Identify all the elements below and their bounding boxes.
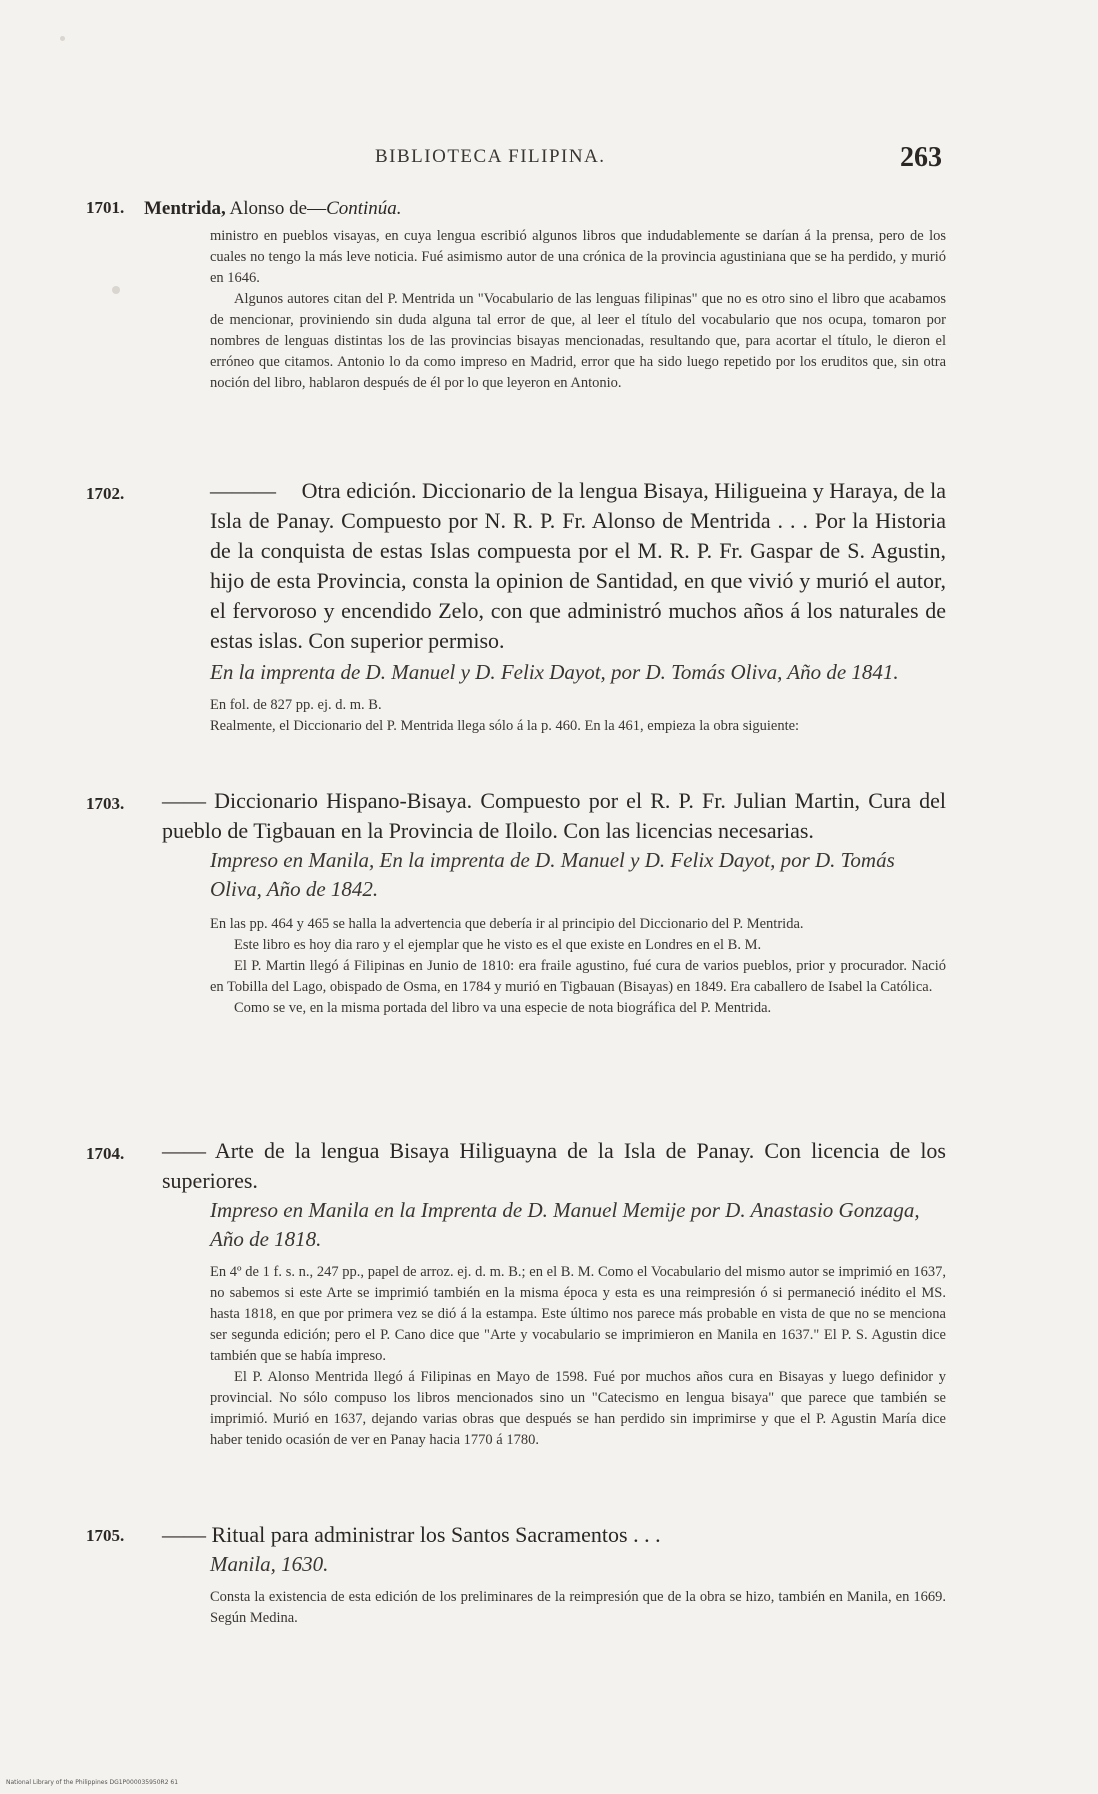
paper-blemish	[60, 36, 65, 41]
entry-1705	[86, 1520, 946, 1629]
running-title: BIBLIOTECA FILIPINA.	[375, 146, 606, 167]
note-paragraph: En 4º de 1 f. s. n., 247 pp., papel de arroz. ej. d. m. B.; en el B. M. Como el Vocabulario del mismo autor se imprimió en 1637, no sabemos si este Arte se imprimió también en la misma época y esta es una reimpresión ó si permaneció inédito el MS. hasta 1818, en que por primera vez se dió á la estampa. Este último nos parece más probable en vista de que no se menciona ser segunda edición; pero el P. Cano dice que "Arte y vocabulario se imprimieron en Manila en 1637." El P. S. Agustin dice también que se había impreso.	[210, 1264, 946, 1364]
entry-title-text: Otra edición. Diccionario de la lengua Bisaya, Hiligueina y Haraya, de la Isla de Panay. Compuesto por N. R. P. Fr. Alonso de Mentrida . . . Por la Historia de la conquista de estas Islas compuesta por el M. R. P. Fr. Gaspar de S. Agustin, hijo de esta Provincia, consta la opinion de Santidad, en que vivió y murió el autor, el fervoroso y encendido Zelo, con que administró muchos años á los naturales de estas islas. Con superior permiso.	[210, 478, 947, 653]
continuation-label: Continúa.	[326, 198, 402, 219]
paragraph: ministro en pueblos visayas, en cuya lengua escribió algunos libros que indudablemente se darían á la prensa, pero de los cuales no tengo la más leve noticia. Fué asimismo autor de una crónica de la provincia agustiniana que se ha perdido, y murió en 1646.	[210, 228, 946, 286]
ditto-dash: ———	[210, 478, 276, 503]
note-paragraph: Consta la existencia de esta edición de los preliminares de la reimpresión que de la obra se hizo, también en Manila, en 1669. Según Medina.	[210, 1589, 946, 1626]
entry-number: 1703.	[86, 794, 125, 813]
entry-number: 1701.	[86, 198, 125, 217]
entry-notes	[210, 1262, 946, 1451]
note-paragraph: El P. Alonso Mentrida llegó á Filipinas en Mayo de 1598. Fué por muchos años cura en Bisayas y luego definidor y provincial. No sólo compuso los libros mencionados sino un "Catecismo en lengua bisaya" que parece que también se imprimió. Murió en 1637, dejando varias obras que después se han perdido sin imprimirse y que el P. Agustin María dice haber tenido ocasión de ver en Panay hacia 1770 á 1780.	[210, 1369, 946, 1448]
entry-body	[162, 1136, 946, 1451]
entry-notes	[210, 914, 946, 1019]
author-name: Mentrida,	[144, 198, 226, 219]
imprint: Impreso en Manila, En la imprenta de D. Manuel y D. Felix Dayot, por D. Tomás Oliva, Año de 1842.	[210, 848, 895, 901]
entry-number: 1705.	[86, 1526, 125, 1545]
entry-heading	[144, 198, 946, 220]
entry-body	[162, 1520, 946, 1629]
entry-title-text: Diccionario Hispano-Bisaya. Compuesto por el R. P. Fr. Julian Martin, Cura del pueblo de Tigbauan en la Provincia de Iloilo. Con las licencias necesarias.	[162, 788, 946, 843]
entry-title	[162, 1520, 946, 1550]
entry-1702	[86, 476, 946, 737]
ditto-dash: ——	[162, 1138, 206, 1163]
entry-body	[162, 786, 946, 1019]
entry-title-text: Arte de la lengua Bisaya Hiliguayna de la Isla de Panay. Con licencia de los superiores.	[162, 1138, 946, 1193]
page-header	[0, 142, 1098, 178]
note-paragraph: Como se ve, en la misma portada del libro va una especie de nota biográfica del P. Mentrida.	[234, 1000, 772, 1016]
entry-text	[210, 226, 946, 394]
entry-1701	[86, 198, 946, 394]
imprint: Impreso en Manila en la Imprenta de D. Manuel Memije por D. Anastasio Gonzaga, Año de 1818.	[210, 1198, 920, 1251]
author-given-name: Alonso de—	[229, 198, 327, 219]
entry-title	[162, 786, 946, 846]
paper-blemish	[112, 286, 120, 294]
ditto-dash: ——	[162, 788, 206, 813]
imprint: Manila, 1630.	[210, 1552, 329, 1576]
entry-1703	[86, 786, 946, 1019]
note-paragraph: En las pp. 464 y 465 se halla la advertencia que debería ir al principio del Diccionario del P. Mentrida.	[210, 916, 804, 932]
entry-title-text: Ritual para administrar los Santos Sacramentos . . .	[211, 1522, 661, 1547]
note-paragraph: Realmente, el Diccionario del P. Mentrida llega sólo á la p. 460. En la 461, empieza la obra siguiente:	[210, 718, 800, 734]
entry-notes	[210, 1587, 946, 1629]
entry-title	[210, 476, 946, 656]
entry-number: 1702.	[86, 484, 125, 503]
entry-1704	[86, 1136, 946, 1451]
note-paragraph: El P. Martin llegó á Filipinas en Junio de 1810: era fraile agustino, fué cura de varios pueblos, prior y procurador. Nació en Tobilla del Lago, obispado de Osma, en 1784 y murió en Tigbauan (Bisayas) en 1849. Era caballero de Isabel la Católica.	[210, 958, 946, 995]
page-number: 263	[900, 142, 942, 173]
entry-number: 1704.	[86, 1144, 125, 1163]
entry-title	[162, 1136, 946, 1196]
paragraph: Algunos autores citan del P. Mentrida un "Vocabulario de las lenguas filipinas" que no es otro sino el libro que acabamos de mencionar, proviniendo sin duda alguna tal error de que, al leer el título del vocabulario que nos ocupa, tomaron por nombres de lenguas distintas los de las provincias bisayas mencionadas, resultando que, para acortar el título, le dieron el erróneo que citamos. Antonio lo da como impreso en Madrid, error que ha sido luego repetido por los eruditos que, sin otra noción del libro, hablaron después de él por lo que leyeron en Antonio.	[210, 291, 946, 391]
scan-credit: National Library of the Philippines DG1P000035950R2 61	[6, 1779, 179, 1786]
note-paragraph: Este libro es hoy dia raro y el ejemplar que he visto es el que existe en Londres en el B. M.	[234, 937, 762, 953]
note-paragraph: En fol. de 827 pp. ej. d. m. B.	[210, 697, 382, 713]
entry-notes	[210, 695, 946, 737]
imprint: En la imprenta de D. Manuel y D. Felix Dayot, por D. Tomás Oliva, Año de 1841.	[210, 660, 899, 684]
ditto-dash: ——	[162, 1522, 206, 1547]
entry-body	[210, 476, 946, 737]
